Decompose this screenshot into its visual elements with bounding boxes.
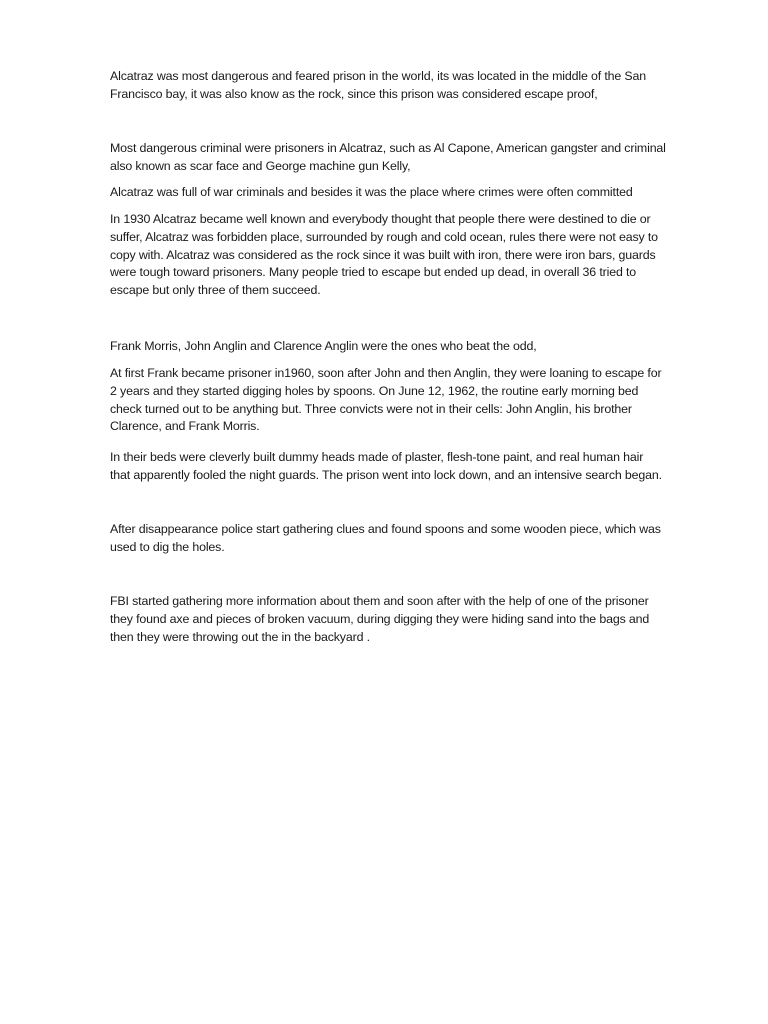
text-line: also known as scar face and George machine gun Kelly, [110, 158, 411, 173]
text-line: escape but only three of them succeed. [110, 283, 321, 298]
text-line: Frank Morris, John Anglin and Clarence Anglin were the ones who beat the odd, [110, 339, 537, 353]
text-line: After disappearance police start gathering clues and found spoons and some wooden piece, which was [110, 522, 661, 536]
paragraph-escapees [110, 338, 720, 356]
text-line: At first Frank became prisoner in1960, soon after John and then Anglin, they were loaning to escape for [110, 366, 662, 380]
text-line: were tough toward prisoners. Many people tried to escape but ended up dead, in overall 36 tried to [110, 265, 637, 280]
text-line: that apparently fooled the night guards. The prison went into lock down, and an intensive search began. [110, 467, 662, 482]
paragraph-war-criminals [110, 184, 720, 202]
text-line: then they were throwing out the in the backyard . [110, 629, 370, 644]
text-line: suffer, Alcatraz was forbidden place, surrounded by rough and cold ocean, rules there were not easy to [110, 229, 658, 244]
text-line: they found axe and pieces of broken vacuum, during digging they were hiding sand into the bags and [110, 611, 650, 626]
paragraph-police-clues [110, 521, 720, 557]
text-line: Most dangerous criminal were prisoners in Alcatraz, such as Al Capone, American gangster and criminal [110, 141, 666, 155]
text-line: In their beds were cleverly built dummy heads made of plaster, flesh-tone paint, and real human hair [110, 450, 644, 464]
paragraph-1930 [110, 211, 720, 300]
text-line: Francisco bay, it was also know as the rock, since this prison was considered escape proof, [110, 86, 598, 101]
paragraph-fbi [110, 593, 720, 646]
text-line: used to dig the holes. [110, 539, 225, 554]
text-line: Clarence, and Frank Morris. [110, 419, 260, 434]
text-line: copy with. Alcatraz was considered as the rock since it was built with iron, there were iron bars, guards [110, 247, 656, 262]
paragraph-criminals [110, 140, 720, 176]
text-line: In 1930 Alcatraz became well known and everybody thought that people there were destined to die or [110, 212, 651, 226]
text-line: 2 years and they started digging holes by spoons. On June 12, 1962, the routine early morning bed [110, 383, 639, 398]
paragraph-dummy-heads [110, 449, 720, 485]
paragraph-intro [110, 68, 720, 104]
text-line: check turned out to be anything but. Three convicts were not in their cells: John Anglin, his brother [110, 401, 632, 416]
text-line: Alcatraz was full of war criminals and besides it was the place where crimes were often committed [110, 185, 633, 199]
text-line: Alcatraz was most dangerous and feared prison in the world, its was located in the middle of the San [110, 69, 646, 83]
text-line: FBI started gathering more information about them and soon after with the help of one of the prisoner [110, 594, 649, 608]
paragraph-escape-plan [110, 365, 720, 436]
